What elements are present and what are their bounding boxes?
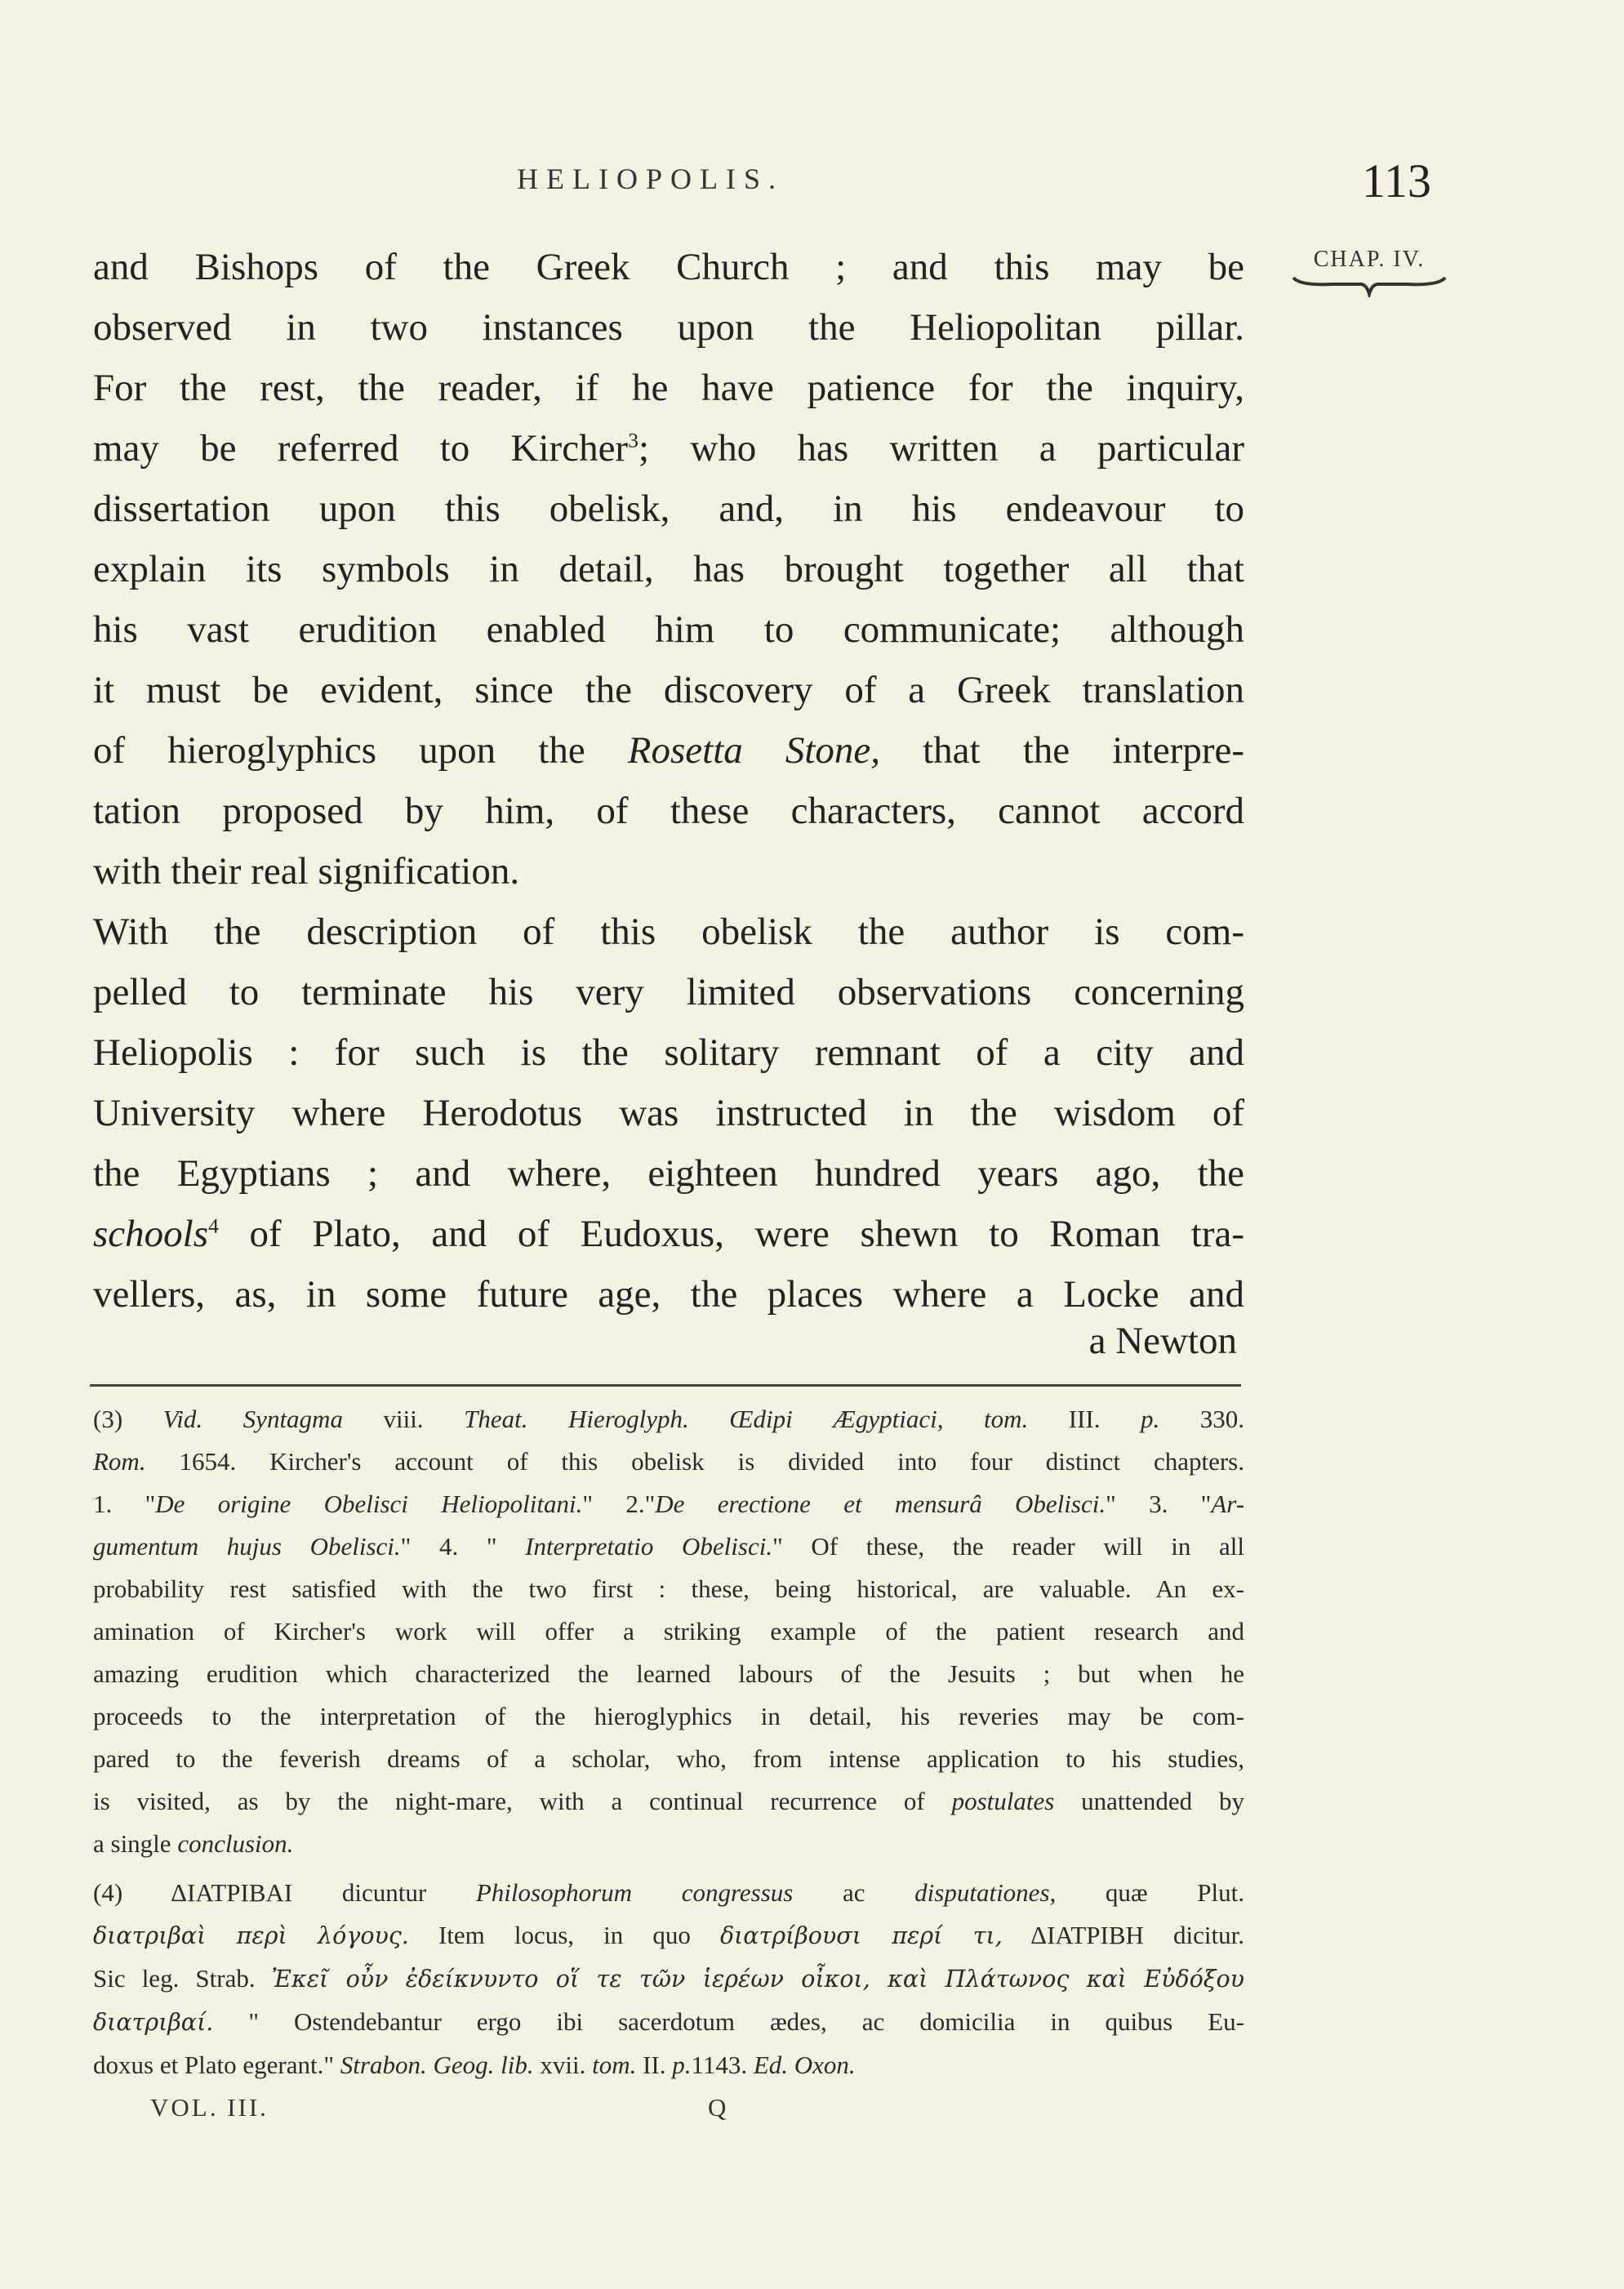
text-line: of hieroglyphics upon the Rosetta Stone, that the interpre-: [93, 729, 1244, 772]
footnote-line: (4) ΔΙΑΤΡΙΒΑΙ dicuntur Philosophorum congressus ac disputationes, quæ Plut.: [93, 1878, 1244, 1907]
text-line: his vast erudition enabled him to communicate; although: [93, 608, 1244, 651]
running-head: [0, 154, 1624, 209]
signature-mark: Q: [708, 2093, 729, 2122]
volume-label: VOL. III.: [150, 2093, 269, 2122]
page-number: 113: [1362, 154, 1431, 207]
footnote-line: pared to the feverish dreams of a scholar, who, from intense application to his studies,: [93, 1744, 1244, 1773]
footnote-line: διατριβαί. " Ostendebantur ergo ibi sacerdotum ædes, ac domicilia in quibus Eu-: [93, 2007, 1244, 2036]
text-line: pelled to terminate his very limited observations concerning: [93, 971, 1244, 1013]
footnote-line: διατριβαὶ περὶ λόγους. Item locus, in quo διατρίβουσι περί τι, ΔΙΑΤΡΙΒΗ dicitur.: [93, 1921, 1244, 1949]
text-line: it must be evident, since the discovery of a Greek translation: [93, 669, 1244, 711]
margin-chapter-note: [1292, 247, 1447, 297]
brace-icon: [1292, 274, 1447, 297]
footnote-line: gumentum hujus Obelisci." 4. " Interpretatio Obelisci." Of these, the reader will in all: [93, 1532, 1244, 1561]
footnote-line: amazing erudition which characterized the learned labours of the Jesuits ; but when he: [93, 1659, 1244, 1688]
footnote-ref-3: 3: [628, 428, 638, 452]
footnote-line: doxus et Plato egerant." Strabon. Geog. lib. xvii. tom. II. p.1143. Ed. Oxon.: [93, 2051, 856, 2079]
text-line: tation proposed by him, of these characters, cannot accord: [93, 790, 1244, 832]
rosetta-stone-italic: Rosetta Stone,: [627, 729, 881, 772]
main-text: [93, 237, 1244, 1325]
text-line: Heliopolis : for such is the solitary remnant of a city and: [93, 1031, 1244, 1074]
footnote-line: amination of Kircher's work will offer a striking example of the patient research and: [93, 1617, 1244, 1645]
footnote-line: probability rest satisfied with the two first : these, being historical, are valuable. An ex-: [93, 1574, 1244, 1603]
text-line: With the description of this obelisk the author is com-: [93, 911, 1244, 953]
text-line: with their real signification.: [93, 850, 520, 893]
footnote-4: [93, 1872, 1244, 2086]
text-line: dissertation upon this obelisk, and, in his endeavour to: [93, 488, 1244, 530]
text-line: University where Herodotus was instructed in the wisdom of: [93, 1092, 1244, 1134]
text-line: schools$^4$ of Plato, and of Eudoxus, were shewn to Roman tra-: [93, 1213, 1244, 1255]
text-line: For the rest, the reader, if he have patience for the inquiry,: [93, 367, 1244, 409]
catchword: a Newton: [1088, 1320, 1237, 1362]
running-title: HELIOPOLIS.: [517, 163, 784, 195]
footnote-line: is visited, as by the night-mare, with a continual recurrence of postulates unattended by: [93, 1787, 1244, 1815]
chapter-label: CHAP. IV.: [1313, 247, 1426, 272]
footnote-line: proceeds to the interpretation of the hieroglyphics in detail, his reveries may be com-: [93, 1702, 1244, 1730]
footnotes: [93, 1398, 1244, 2093]
schools-italic: schools: [93, 1213, 208, 1255]
footnote-line: (3) Vid. Syntagma viii. Theat. Hieroglyph. Œdipi Ægyptiaci, tom. III. p. 330.: [93, 1405, 1244, 1433]
footnote-rule: [90, 1384, 1241, 1387]
footnote-3: [93, 1398, 1244, 1865]
text-line: explain its symbols in detail, has brought together all that: [93, 548, 1244, 590]
footnote-line: a single conclusion.: [93, 1829, 294, 1858]
signature-line: [150, 2093, 803, 2126]
text-line: observed in two instances upon the Heliopolitan pillar.: [93, 306, 1244, 349]
footnote-line: Sic leg. Strab. Ἐκεῖ οὖν ἐδείκνυντο οἵ τε τῶν ἱερέων οἶκοι, καὶ Πλάτωνος καὶ Εὐδόξου: [93, 1964, 1244, 1993]
text-line: the Egyptians ; and where, eighteen hundred years ago, the: [93, 1152, 1244, 1195]
text-line: and Bishops of the Greek Church ; and this may be: [93, 246, 1244, 288]
text-line: vellers, as, in some future age, the places where a Locke and: [93, 1273, 1244, 1316]
footnote-ref-4: 4: [208, 1214, 219, 1238]
text-line: may be referred to Kircher$^3$; who has written a particular: [93, 427, 1244, 470]
footnote-line: 1. "De origine Obelisci Heliopolitani." 2."De erectione et mensurâ Obelisci." 3. "Ar-: [93, 1490, 1245, 1518]
footnote-line: Rom. 1654. Kircher's account of this obelisk is divided into four distinct chapters.: [93, 1447, 1244, 1476]
